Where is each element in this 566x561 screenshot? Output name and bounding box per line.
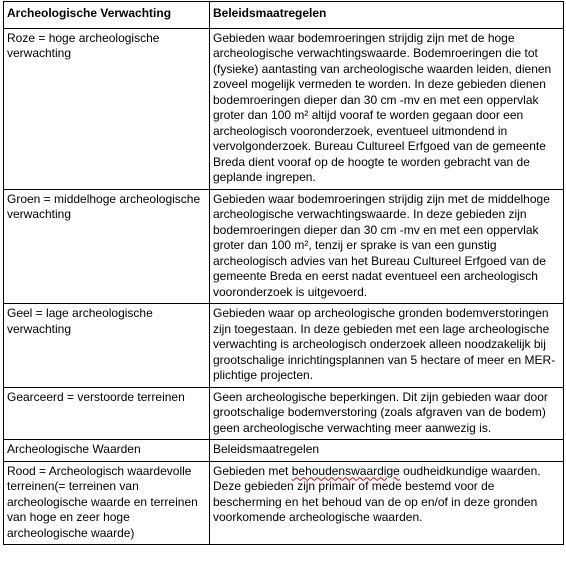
- policy-cell: [210, 461, 564, 545]
- header-archeologische-verwachting: Archeologische Verwachting: [4, 2, 210, 29]
- policy-cell: Gebieden waar bodemroeringen strijdig zijn met de hoge archeologische verwachtingswaarde. Bodemroeringen die tot (fysieke) aantasting van archeologische waarden leiden, dienen zoveel mogelijk vermeden te worden. In deze gebieden dienen bodemroeringen dieper dan 30 cm -mv en met een oppervlak groter dan 100 m² altijd vooraf te worden gegaan door een archeologisch vooronderzoek, eventueel uitmondend in vervolgonderzoek. Bureau Cultureel Erfgoed van de gemeente Breda dient vooraf op de hoogte te worden gebracht van de geplande ingrepen.: [210, 28, 564, 189]
- category-cell: Groen = middelhoge archeologische verwachting: [4, 189, 210, 304]
- table-row-groen: [4, 189, 564, 304]
- table-row-geel: [4, 304, 564, 388]
- category-cell: Roze = hoge archeologische verwachting: [4, 28, 210, 189]
- policy-table: [3, 1, 564, 545]
- table-row-rood: [4, 461, 564, 545]
- category-cell: Gearceerd = verstoorde terreinen: [4, 387, 210, 440]
- policy-text-after: oudheidkundige waarden. Deze gebieden zijn primair of mede bestemd voor de bescherming en het behoud van de op en/of in deze gronden voorkomende archeologische waarden.: [213, 463, 541, 524]
- subheader-archeologische-waarden: Archeologische Waarden: [4, 440, 210, 462]
- table-row-gearceerd: [4, 387, 564, 440]
- policy-cell: Geen archeologische beperkingen. Dit zijn gebieden waar door grootschalige bodemverstoring (zoals afgraven van de bodem) geen archeologische verwachting meer aanwezig is.: [210, 387, 564, 440]
- header-beleidsmaatregelen: Beleidsmaatregelen: [210, 2, 564, 29]
- policy-cell: Gebieden waar op archeologische gronden bodemverstoringen zijn toegestaan. In deze gebieden met een lage archeologische verwachting is archeologisch onderzoek alleen noodzakelijk bij grootschalige inrichtingsplannen van 5 hectare of meer en MER-plichtige projecten.: [210, 304, 564, 388]
- category-cell: Rood = Archeologisch waardevolle terreinen(= terreinen van archeologische waarde en terreinen van hoge en zeer hoge archeologische waarde): [4, 461, 210, 545]
- table-header-row: [4, 2, 564, 29]
- table-subheader-row: [4, 440, 564, 462]
- spellcheck-flagged-word[interactable]: behoudenswaardige: [291, 463, 400, 478]
- table-row-roze: [4, 28, 564, 189]
- category-cell: Geel = lage archeologische verwachting: [4, 304, 210, 388]
- policy-cell: Gebieden waar bodemroeringen strijdig zijn met de middelhoge archeologische verwachtingswaarde. In deze gebieden zijn bodemroeringen dieper dan 30 cm -mv en met een oppervlak groter dan 100 m², tenzij er sprake is van een gunstig archeologisch advies van het Bureau Cultureel Erfgoed van de gemeente Breda en eerst nadat eventueel een archeologisch vooronderzoek is uitgevoerd.: [210, 189, 564, 304]
- policy-text-before: Gebieden met: [213, 463, 292, 478]
- subheader-beleidsmaatregelen: Beleidsmaatregelen: [210, 440, 564, 462]
